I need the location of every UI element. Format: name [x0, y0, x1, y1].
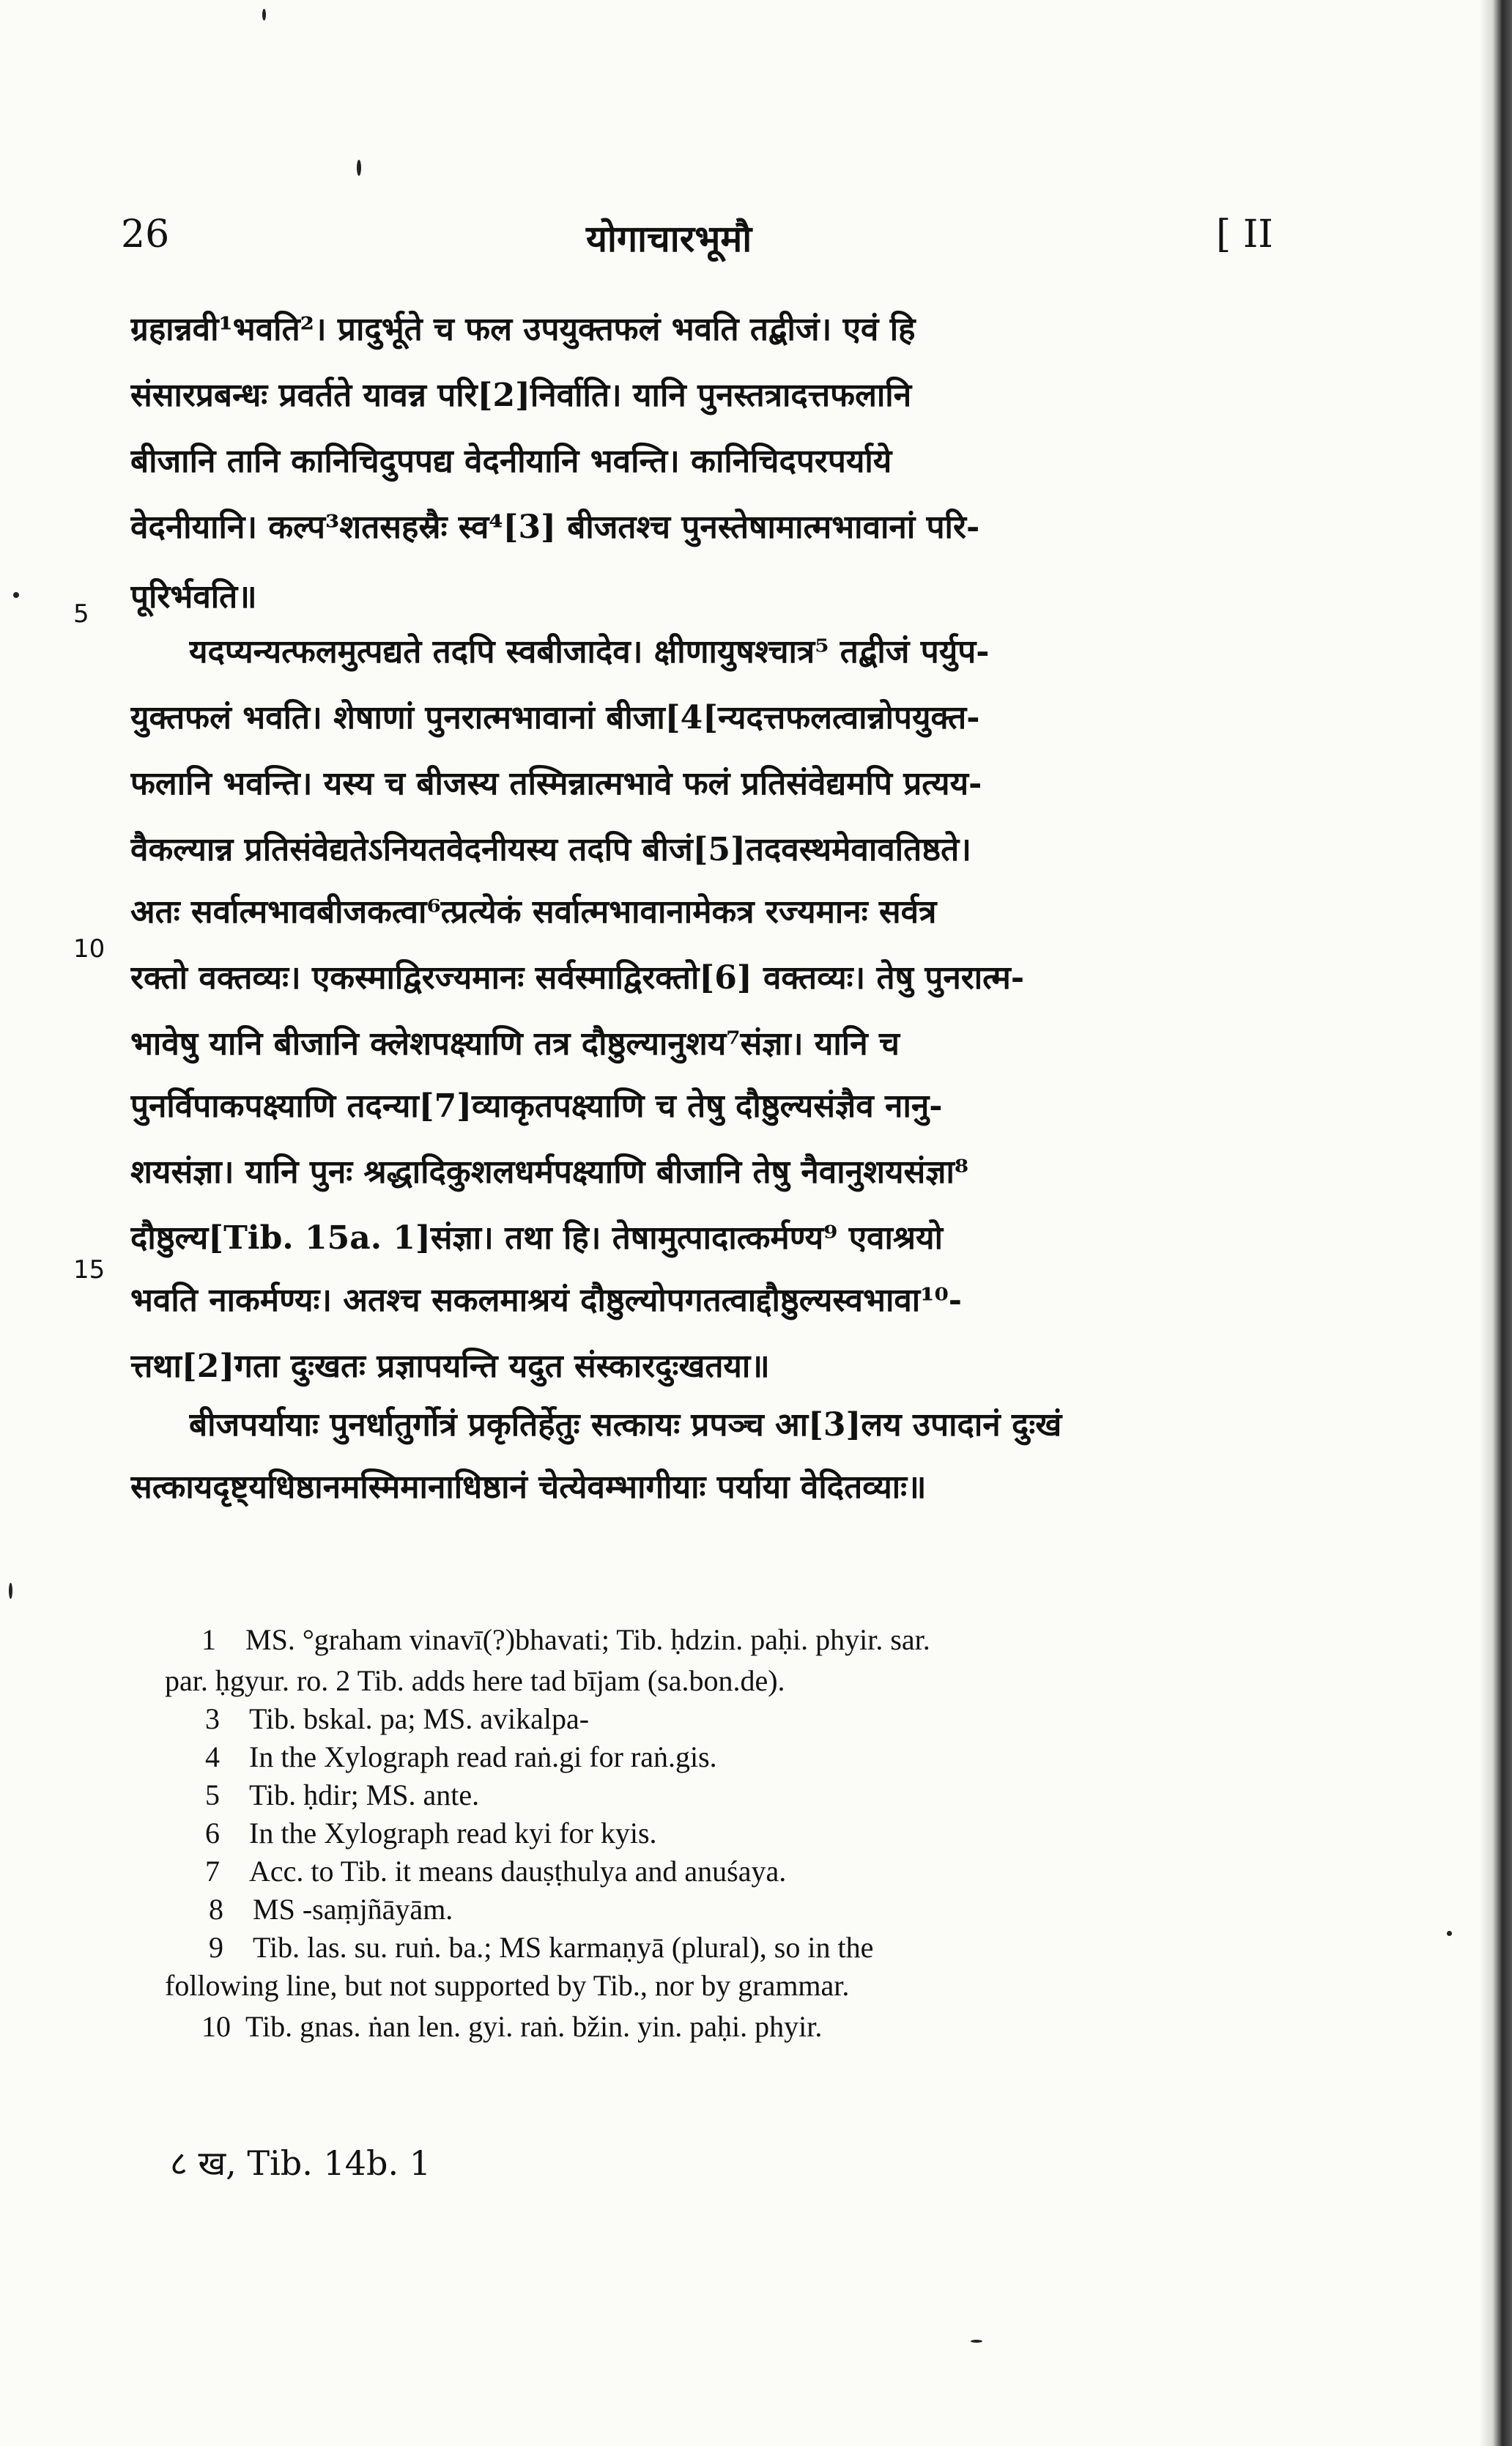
running-title: योगाचारभूमौ: [586, 217, 752, 260]
footnote-text: In the Xylograph read kyi for kyis.: [249, 1817, 657, 1850]
text-line: दौष्ठुल्य[Tib. 15a. 1]संज्ञा। तथा हि। तेषामुत्पादात्कर्मण्य⁹ एवाश्रयो: [130, 1219, 943, 1257]
text-line: त्तथा[2]गता दुःखतः प्रज्ञापयन्ति यदुत संस्कारदुःखतया॥: [130, 1348, 770, 1385]
footnote-number: 3: [205, 1702, 220, 1735]
footnote-6: [205, 1814, 1377, 1852]
text-line: भावेषु यानि बीजानि क्लेशपक्ष्याणि तत्र दौष्ठुल्यानुशय⁷संज्ञा। यानि च: [130, 1025, 900, 1063]
footnote-text: MS. °graham vinavī(?)bhavati; Tib. ḥdzin. paḥi. phyir. sar.: [245, 1623, 930, 1656]
page-number: 26: [121, 213, 170, 256]
text-line: बीजपर्यायाः पुनर्धातुर्गोत्रं प्रकृतिर्हेतुः सत्कायः प्रपञ्च आ[3]लय उपादानं दुःखं: [189, 1406, 1062, 1444]
text-line: बीजानि तानि कानिचिदुपपद्य वेदनीयानि भवन्ति। कानिचिदपरपर्याये: [130, 443, 892, 480]
text-line: संसारप्रबन्धः प्रवर्तते यावन्न परि[2]निर्वाति। यानि पुनस्तत्रादत्तफलानि: [130, 377, 912, 414]
footnote-text: Tib. gnas. ṅan len. gyi. raṅ. bžin. yin. paḥi. phyir.: [245, 2010, 823, 2043]
footnote-9: [209, 1929, 1381, 1967]
footnote-4: [205, 1738, 1377, 1776]
line-number-15: 15: [73, 1255, 105, 1285]
footnote-text: Tib. bskal. pa; MS. avikalpa-: [249, 1702, 590, 1735]
section-marker: [ II: [1216, 213, 1273, 256]
text-line: रक्तो वक्तव्यः। एकस्माद्विरज्यमानः सर्वस्माद्विरक्तो[6] वक्तव्यः। तेषु पुनरात्म-: [130, 959, 1025, 997]
footnote-3: [205, 1700, 1377, 1738]
footnote-number: 8: [209, 1893, 223, 1926]
text-line: वेदनीयानि। कल्प³शतसहस्रैः स्व⁴[3] बीजतश्च पुनस्तेषामात्मभावानां परि-: [130, 509, 980, 546]
text-line: पूरिर्भवति॥: [130, 578, 257, 616]
text-line: भवति नाकर्मण्यः। अतश्च सकलमाश्रयं दौष्ठुल्योपगतत्वाद्दौष्ठुल्यस्वभावा¹⁰-: [130, 1282, 963, 1319]
text-line: युक्तफलं भवति। शेषाणां पुनरात्मभावानां बीजा[4[न्यदत्तफलत्वान्नोपयुक्त-: [130, 699, 980, 736]
footnote-number: 9: [209, 1931, 223, 1964]
footnote-number: 5: [205, 1778, 220, 1811]
footnote-5: [205, 1776, 1377, 1814]
footnote-text: following line, but not supported by Tib., nor by grammar.: [165, 1969, 850, 2002]
text-line: ग्रहान्नवी¹भवति²। प्रादुर्भूते च फल उपयुक्तफलं भवति तद्बीजं। एवं हि: [130, 311, 916, 348]
footnote-10: [201, 2008, 1374, 2046]
footnote-number: 10: [201, 2010, 231, 2043]
ink-speck: [971, 2340, 982, 2343]
footnote-text: In the Xylograph read raṅ.gi for raṅ.gis.: [249, 1740, 717, 1773]
footnote-text: Tib. ḥdir; MS. ante.: [249, 1778, 480, 1811]
footnote-1-continued: [165, 1662, 1337, 1700]
text-line: अतः सर्वात्मभावबीजकत्वा⁶त्प्रत्येकं सर्वात्मभावानामेकत्र रज्यमानः सर्वत्र: [130, 893, 937, 931]
footnote-number: 6: [205, 1817, 220, 1850]
text-line: यदप्यन्यत्फलमुत्पद्यते तदपि स्वबीजादेव। क्षीणायुषश्चात्र⁵ तद्बीजं पर्युप-: [189, 633, 990, 670]
ink-speck: [1447, 1931, 1452, 1936]
text-line: वैकल्यान्न प्रतिसंवेद्यतेऽनियतवेदनीयस्य तदपि बीजं[5]तदवस्थमेवावतिष्ठते।: [130, 831, 971, 868]
footnote-text: par. ḥgyur. ro. 2 Tib. adds here tad bījam (sa.bon.de).: [165, 1664, 785, 1697]
footnote-text: MS -saṃjñāyām.: [253, 1893, 453, 1926]
footnote-text: Tib. las. su. ruṅ. ba.; MS karmaṇyā (plural), so in the: [253, 1931, 874, 1964]
footnote-7: [205, 1852, 1377, 1891]
text-line: फलानि भवन्ति। यस्य च बीजस्य तस्मिन्नात्मभावे फलं प्रतिसंवेद्यमपि प्रत्यय-: [130, 765, 982, 802]
footnote-number: 1: [201, 1623, 216, 1656]
signature-mark: ८ ख, Tib. 14b. 1: [170, 2143, 431, 2183]
text-line: पुनर्विपाकपक्ष्याणि तदन्या[7]व्याकृतपक्ष्याणि च तेषु दौष्ठुल्यसंज्ञैव नानु-: [130, 1087, 943, 1125]
footnote-number: 7: [205, 1855, 220, 1888]
footnote-8: [209, 1891, 1381, 1929]
text-line: सत्कायदृष्ट्यधिष्ठानमस्मिमानाधिष्ठानं चेत्येवम्भागीयाः पर्याया वेदितव्याः॥: [130, 1468, 927, 1506]
ink-speck: [357, 160, 361, 176]
book-binding-edge: [1480, 0, 1512, 2446]
footnote-number: 4: [205, 1740, 220, 1773]
footnote-9-continued: [165, 1967, 1337, 2005]
line-number-10: 10: [73, 934, 105, 964]
text-line: शयसंज्ञा। यानि पुनः श्रद्धादिकुशलधर्मपक्ष्याणि बीजानि तेषु नैवानुशयसंज्ञा⁸: [130, 1153, 969, 1191]
ink-speck: [262, 9, 266, 21]
footnote-text: Acc. to Tib. it means dauṣṭhulya and anuśaya.: [249, 1855, 787, 1888]
line-number-5: 5: [73, 599, 89, 629]
footnote-1: [201, 1621, 1374, 1659]
ink-speck: [9, 1583, 12, 1599]
ink-speck: [13, 592, 19, 598]
